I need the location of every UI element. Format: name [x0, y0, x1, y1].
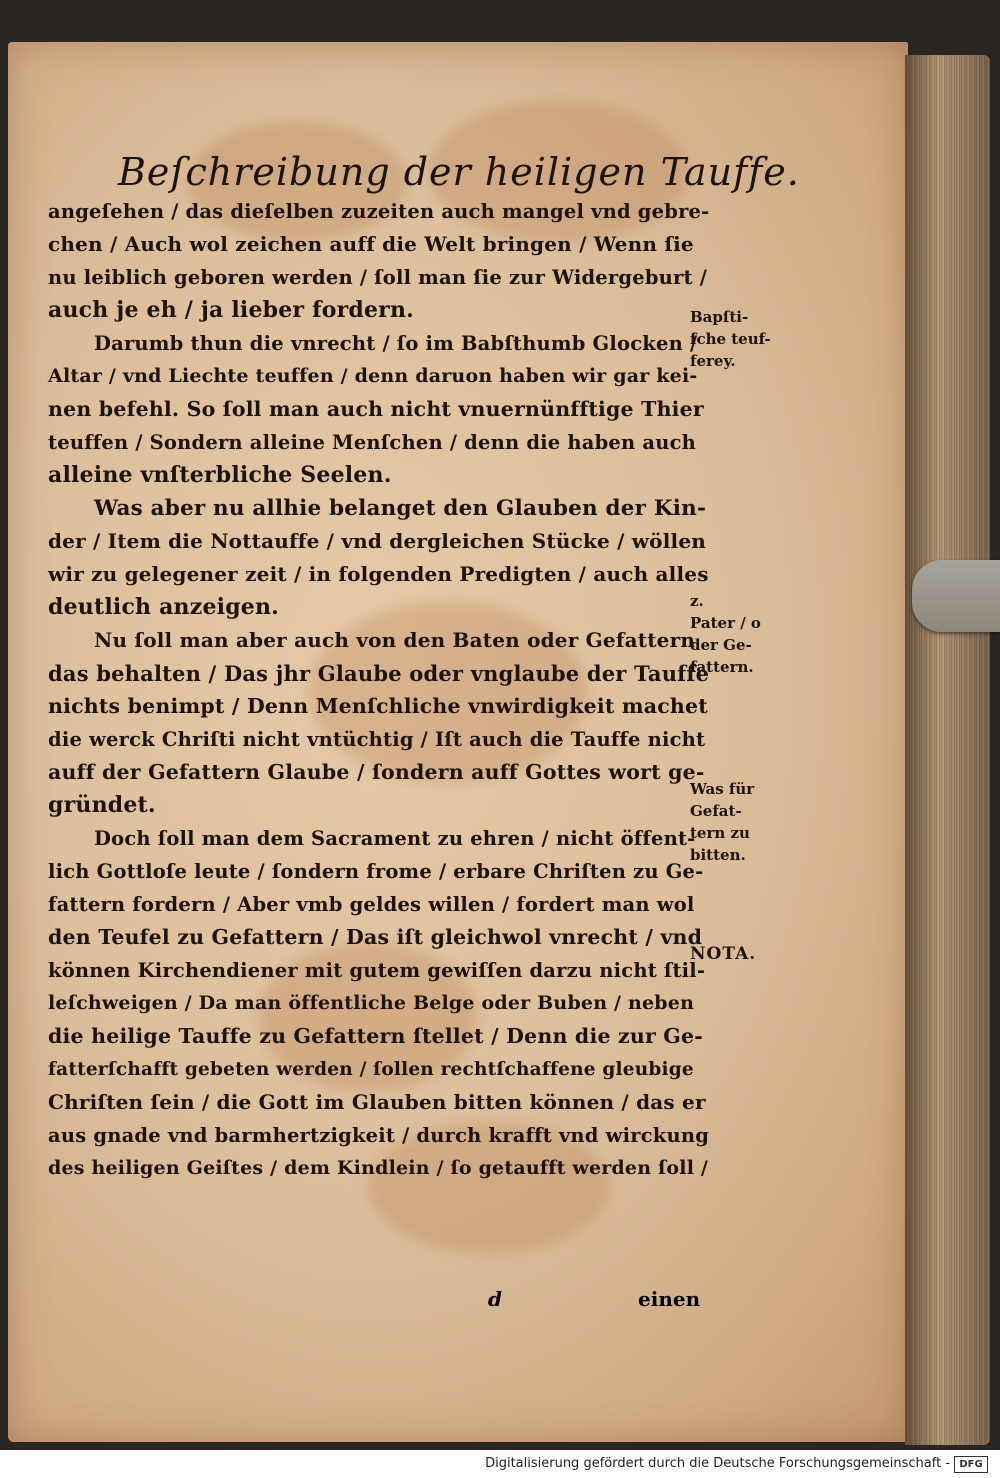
text-line: des heiligen Geiſtes / dem Kindlein / ſo getaufft werden ſoll / [48, 1157, 709, 1179]
body-text [48, 195, 708, 1185]
marginal-note-was-fuer-gefattern [690, 778, 790, 866]
dfg-credit-text: Digitalisierung gefördert durch die Deutsche Forschungsgemeinschaft - [485, 1456, 950, 1471]
text-line: das behalten / Das jhr Glaube oder vnglaube der Tauffe [48, 661, 710, 686]
text-line: leſchweigen / Da man öffentliche Belge oder Buben / neben [48, 992, 695, 1014]
text-line: Doch ſoll man dem Sacrament zu ehren / nicht öffent- [94, 827, 696, 850]
text-line: auch je eh / ja lieber fordern. [48, 297, 415, 323]
text-line: Chriſten ſein / die Gott im Glauben bitten können / das er [48, 1090, 706, 1114]
marginal-line: Was für [690, 780, 755, 798]
running-head: Beſchreibung der heiligen Tauffe. [118, 150, 800, 194]
page-footer [488, 1287, 1000, 1317]
text-line: die heilige Tauffe zu Gefattern ſtellet / Denn die zur Ge- [48, 1024, 703, 1048]
marginal-note-bapstische-teuferey [690, 306, 790, 372]
text-line: auff der Gefattern Glaube / ſondern auff Gottes wort ge- [48, 760, 705, 784]
digitization-credit-bar [0, 1450, 1000, 1478]
marginal-line: der Ge- [690, 636, 752, 654]
text-line: aus gnade vnd barmhertzigkeit / durch krafft vnd wirckung [48, 1124, 710, 1147]
marginal-line: z. [690, 592, 704, 610]
text-line: fattern fordern / Aber vmb geldes willen / fordert man wol [48, 893, 695, 916]
marginal-line: ferey. [690, 352, 736, 370]
text-line: Altar / vnd Liechte teuffen / denn daruon haben wir gar kei- [48, 365, 698, 387]
marginal-line: Gefat- [690, 802, 742, 820]
text-line: alleine vnſterbliche Seelen. [48, 462, 392, 488]
marginal-line: bitten. [690, 846, 746, 864]
text-line: lich Gottloſe leute / ſondern frome / erbare Chriſten zu Ge- [48, 860, 704, 883]
marginal-line: NOTA. [690, 944, 757, 964]
marginal-line: Pater / o [690, 614, 761, 632]
catchword: einen [638, 1287, 701, 1311]
bookmark-tab [912, 560, 1000, 632]
text-line: den Teufel zu Gefattern / Das iſt gleichwol vnrecht / vnd [48, 925, 703, 949]
marginal-line: Bapſti- [690, 308, 749, 326]
text-line: wir zu gelegener zeit / in folgenden Predigten / auch alles [48, 562, 709, 586]
marginal-line: tern zu [690, 824, 750, 842]
text-line: angeſehen / das dieſelben zuzeiten auch mangel vnd gebre- [48, 200, 710, 223]
marginal-note-pater-oder-gefattern [690, 590, 790, 678]
text-line: nen befehl. So ſoll man auch nicht vnuernünfftige Thier [48, 397, 704, 421]
marginal-note-nota [690, 943, 790, 965]
text-line: chen / Auch wol zeichen auff die Welt bringen / Wenn ſie [48, 232, 694, 256]
signature-mark: d [488, 1287, 502, 1311]
marginal-line: ſche teuf- [690, 330, 771, 348]
marginal-line: fattern. [690, 658, 754, 676]
text-line: gründet. [48, 792, 156, 818]
text-line: der / Item die Nottauffe / vnd dergleichen Stücke / wöllen [48, 529, 706, 553]
text-line: Darumb thun die vnrecht / ſo im Babſthumb Glocken / [94, 332, 698, 355]
text-line: können Kirchendiener mit gutem gewiſſen darzu nicht ſtil- [48, 959, 706, 982]
text-line: nichts benimpt / Denn Menſchliche vnwirdigkeit machet [48, 694, 708, 718]
text-line: fatterſchafft gebeten werden / ſollen rechtſchaffene gleubige [48, 1059, 694, 1080]
text-line: die werck Chriſti nicht vntüchtig / Iſt auch die Tauffe nicht [48, 728, 706, 751]
text-line: nu leiblich geboren werden / ſoll man ſie zur Widergeburt / [48, 266, 708, 289]
text-line: Nu ſoll man aber auch von den Baten oder Gefattern [94, 628, 696, 652]
text-line: Was aber nu allhie belanget den Glauben der Kin- [94, 496, 707, 521]
text-line: teuffen / Sondern alleine Menſchen / denn die haben auch [48, 431, 697, 454]
text-line: deutlich anzeigen. [48, 594, 280, 620]
dfg-logo: DFG [954, 1456, 988, 1473]
